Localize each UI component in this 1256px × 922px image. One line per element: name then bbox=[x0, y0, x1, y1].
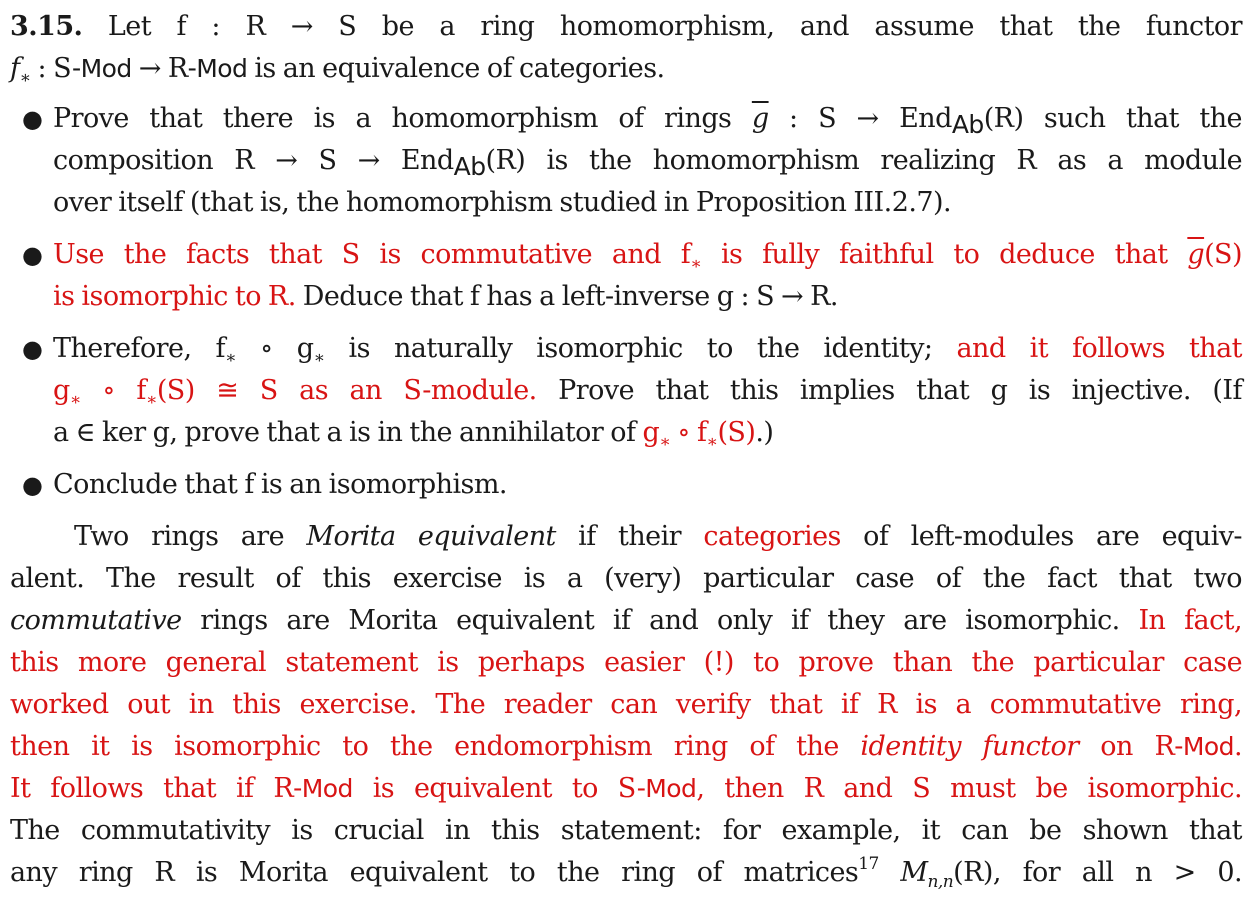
exercise-line-1: 3.15. Let f : R → S be a ring homomorphism, and assume that the functor bbox=[10, 11, 1242, 42]
bullet-icon: ● bbox=[22, 241, 43, 269]
list-item: ● Prove that there is a homomorphism of rings $\overline{g}$ : S → End$_{Ab}$(R) such that the composition R → S → End$_{Ab}$(R) is the homomorphism realizing R as a module over itself (that is, the homomorphism studied in Proposition III.2.7). bbox=[10, 98, 1242, 224]
list-item: ● Use the facts that S is commutative and $f_∗$ is fully faithful to deduce that $\overline{g}(S)$ is isomorphic to R. Deduce that f has a left-inverse g : S → R. bbox=[10, 234, 1242, 318]
exercise-number: 3.15. bbox=[10, 11, 83, 42]
bullet-icon: ● bbox=[22, 105, 43, 133]
list-item: ● Therefore, $f_∗$ ∘ $g_∗$ is naturally isomorphic to the identity; and it follows that $g_∗$ ∘ $f_∗(S)$ ≅ S as an S-module. Prove that this implies that g is injective. (If a ∈ ker g, prove that a is in the annihilator of $g_∗$ ∘ $f_∗(S)$.) bbox=[10, 328, 1242, 454]
list-item: ● Conclude that f is an isomorphism. bbox=[10, 464, 1242, 506]
bullet-icon: ● bbox=[22, 471, 43, 499]
textbook-page bbox=[10, 6, 1242, 894]
morita-paragraph: Two rings are Morita equivalent if their categories of left-modules are equiv- alent. The result of this exercise is a (very) particular case of the fact that two commutative rings are Morita equivalent if and only if they are isomorphic. In fact, this more general statement is perhaps easier (!) to prove than the particular case worked out in this exercise. The reader can verify that if R is a commutative ring, then it is isomorphic to the endomorphism ring of the identity functor on R-Mod. It follows that if R-Mod is equivalent to S-Mod, then R and S must be isomorphic. The commutativity is crucial in this statement: for example, it can be shown that any ring R is Morita equivalent to the ring of matrices$^{17}$ $M_{n,n}(R)$, for all n > 0. bbox=[10, 521, 1243, 892]
exercise-items bbox=[10, 98, 1242, 506]
footnote-marker: 17 bbox=[858, 854, 879, 874]
bullet-icon: ● bbox=[22, 335, 43, 363]
exercise-statement bbox=[10, 6, 1242, 90]
exercise-line-2: $f_∗$ : S-Mod → R-Mod is an equivalence of categories. bbox=[10, 53, 665, 88]
